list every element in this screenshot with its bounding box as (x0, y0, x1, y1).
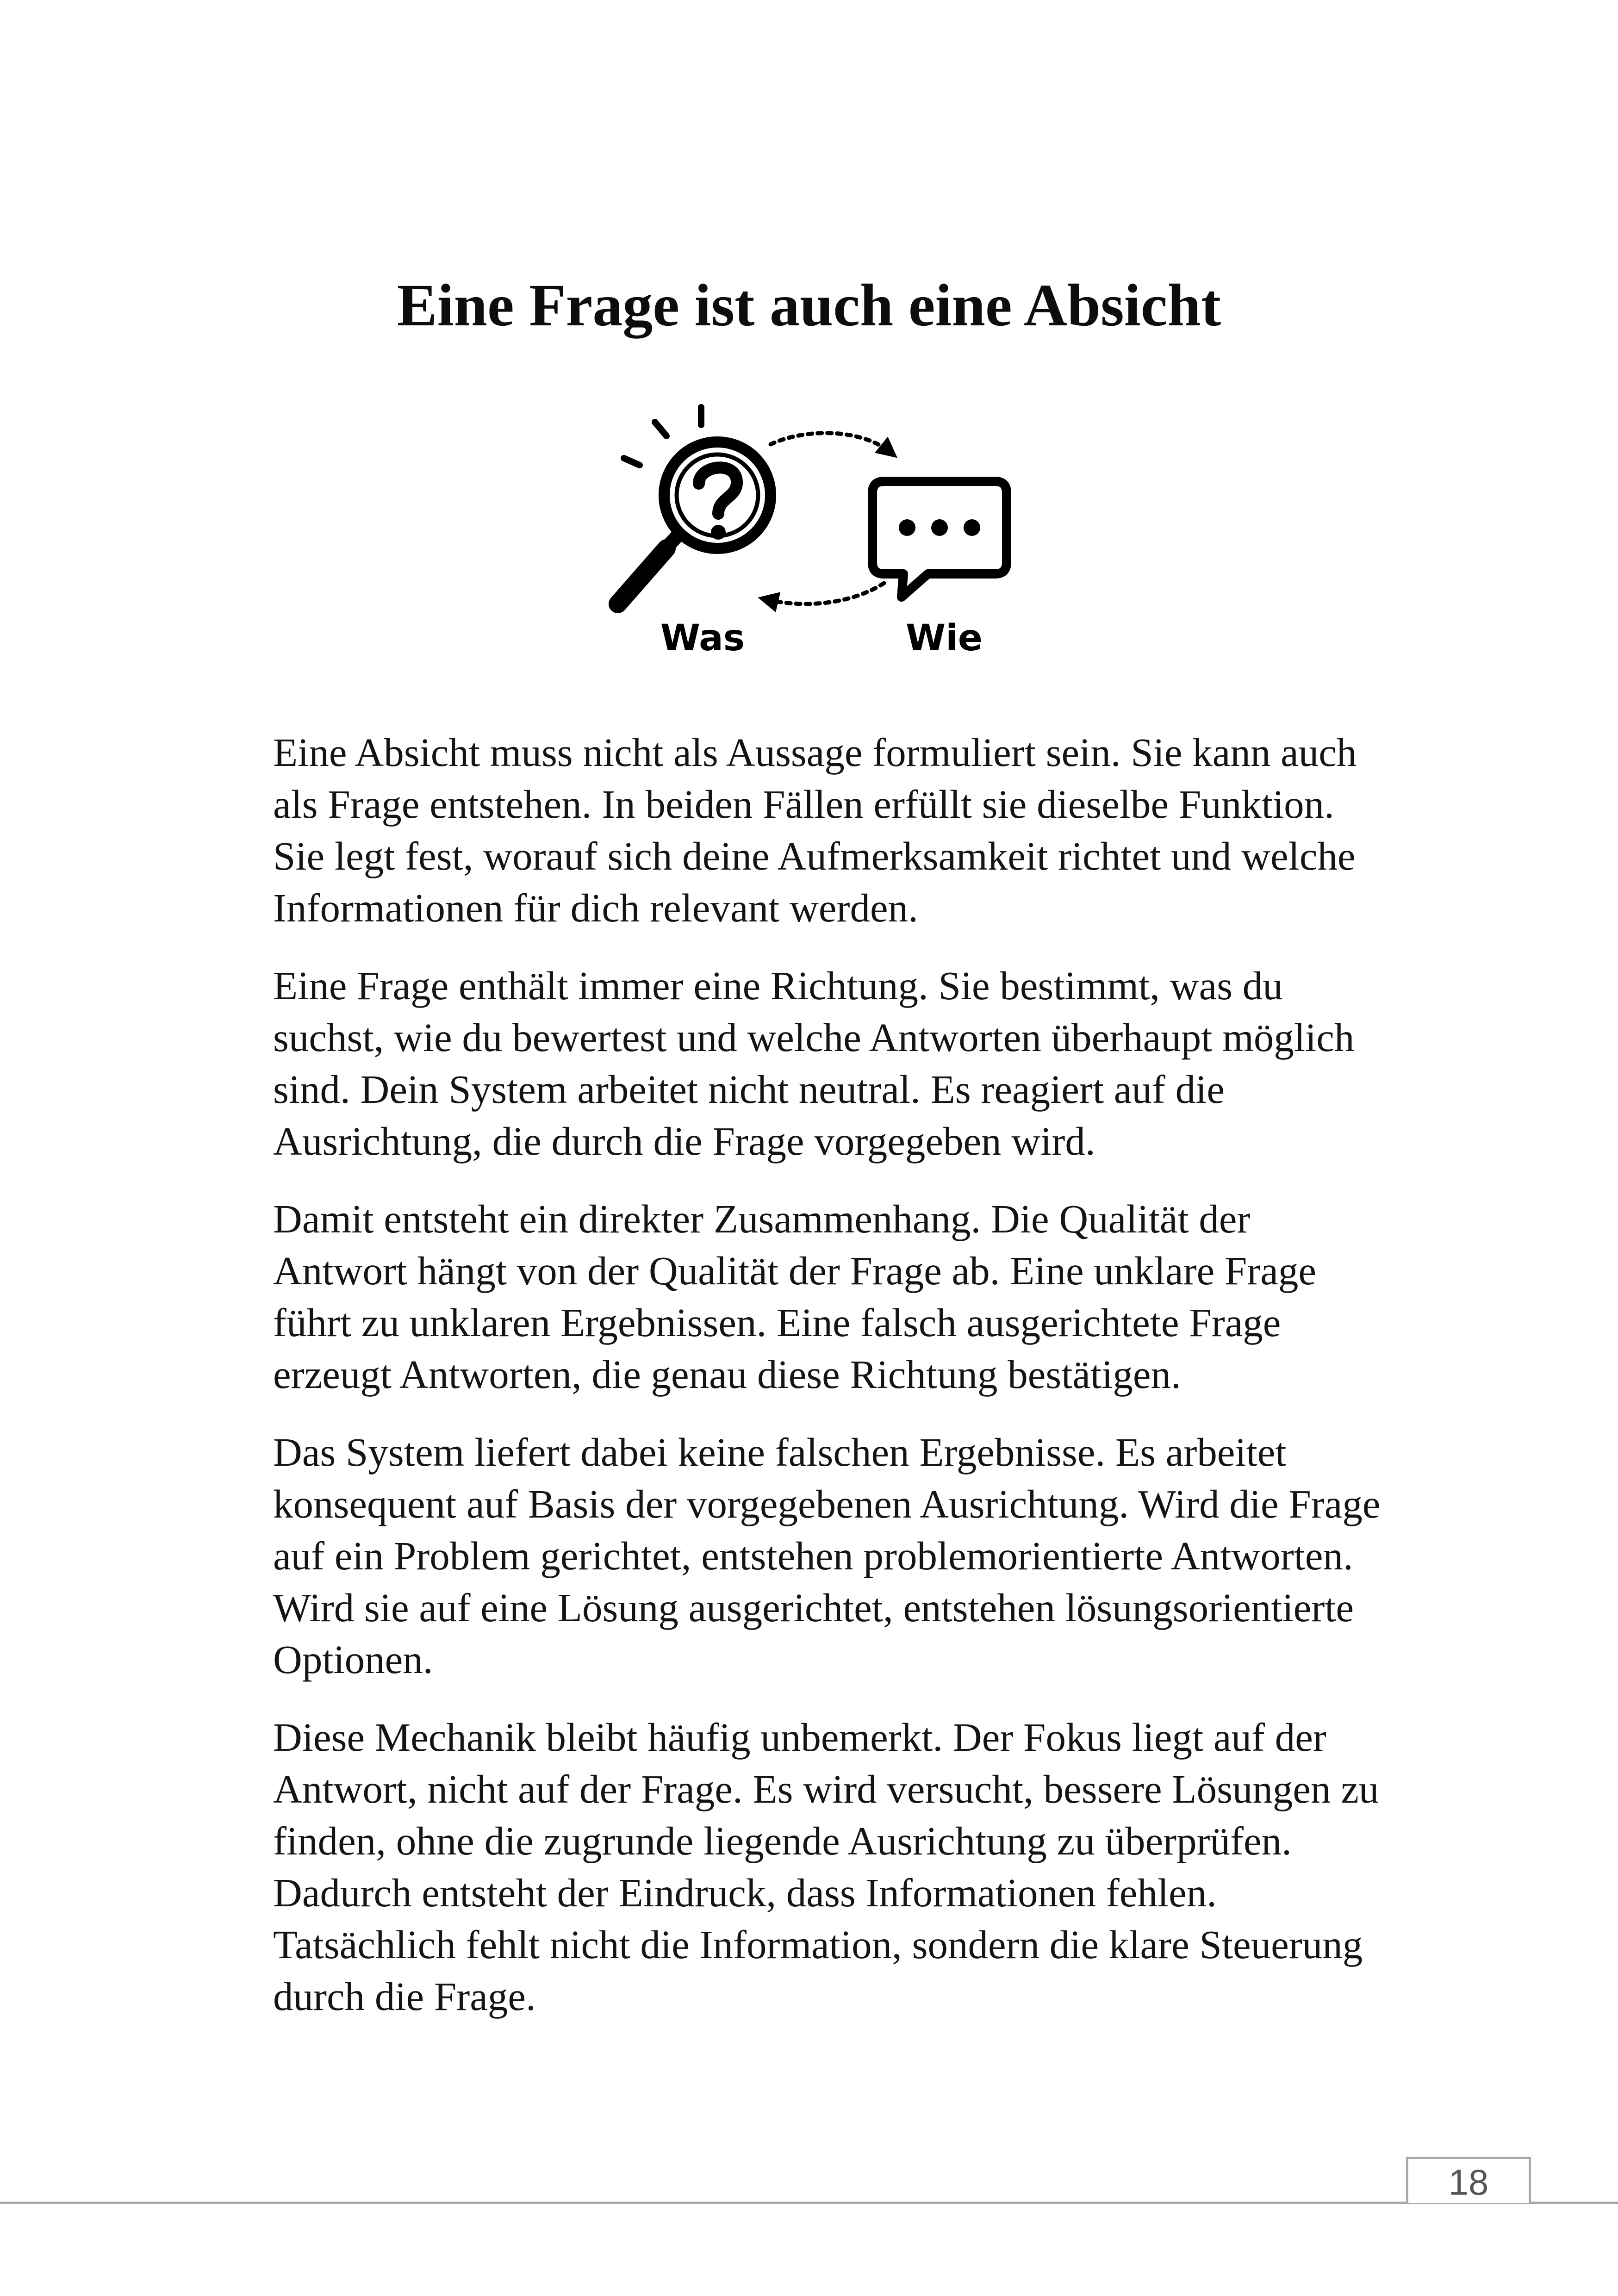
page-number: 18 (1406, 2157, 1531, 2203)
paragraph-2: Eine Frage enthält immer eine Richtung. Sie bestimmt, was du suchst, wie du bewertest und welche Antworten überhaupt möglich sind. Dein System arbeitet nicht neutral. Es reagiert auf die Ausrichtung, die durch die Frage vorgegeben wird. (273, 963, 1355, 1164)
paragraph-3: Damit entsteht ein direkter Zusammenhang. Die Qualität der Antwort hängt von der Qualität der Frage ab. Eine unklare Frage führt zu unklaren Ergebnissen. Eine falsch ausgerichtete Frage erzeugt Antworten, die genau diese Richtung bestätigen. (273, 1196, 1317, 1397)
speech-bubble-dots-icon (872, 481, 1007, 597)
paragraph-1: Eine Absicht muss nicht als Aussage formuliert sein. Sie kann auch als Frage entstehen. In beiden Fällen erfüllt sie dieselbe Funktion. Sie legt fest, worauf sich deine Aufmerksamkeit richtet und welche Informationen für dich relevant werden. (273, 730, 1357, 930)
page-title: Eine Frage ist auch eine Absicht (397, 272, 1221, 339)
paragraph-5: Diese Mechanik bleibt häufig unbemerkt. Der Fokus liegt auf der Antwort, nicht auf der Frage. Es wird versucht, bessere Lösungen zu finden, ohne die zugrunde liegende Ausrichtung zu überprüfen. Dadurch entsteht der Eindruck, dass Informationen fehlen. Tatsächlich fehlt nicht die Information, sondern die klare Steuerung durch die Frage. (273, 1715, 1379, 2019)
footer-divider (0, 2202, 1618, 2204)
body-text (273, 727, 1384, 2048)
wie-label: Wie (906, 617, 983, 659)
was-label: Was (660, 617, 745, 659)
question-cycle-illustration (602, 398, 1032, 676)
paragraph-4: Das System liefert dabei keine falschen Ergebnisse. Es arbeitet konsequent auf Basis der vorgegebenen Ausrichtung. Wird die Frage auf ein Problem gerichtet, entstehen problemorientierte Antworten. Wird sie auf eine Lösung ausgerichtet, entstehen lösungsorientierte Optionen. (273, 1430, 1381, 1682)
magnifying-glass-question-icon (618, 407, 771, 604)
